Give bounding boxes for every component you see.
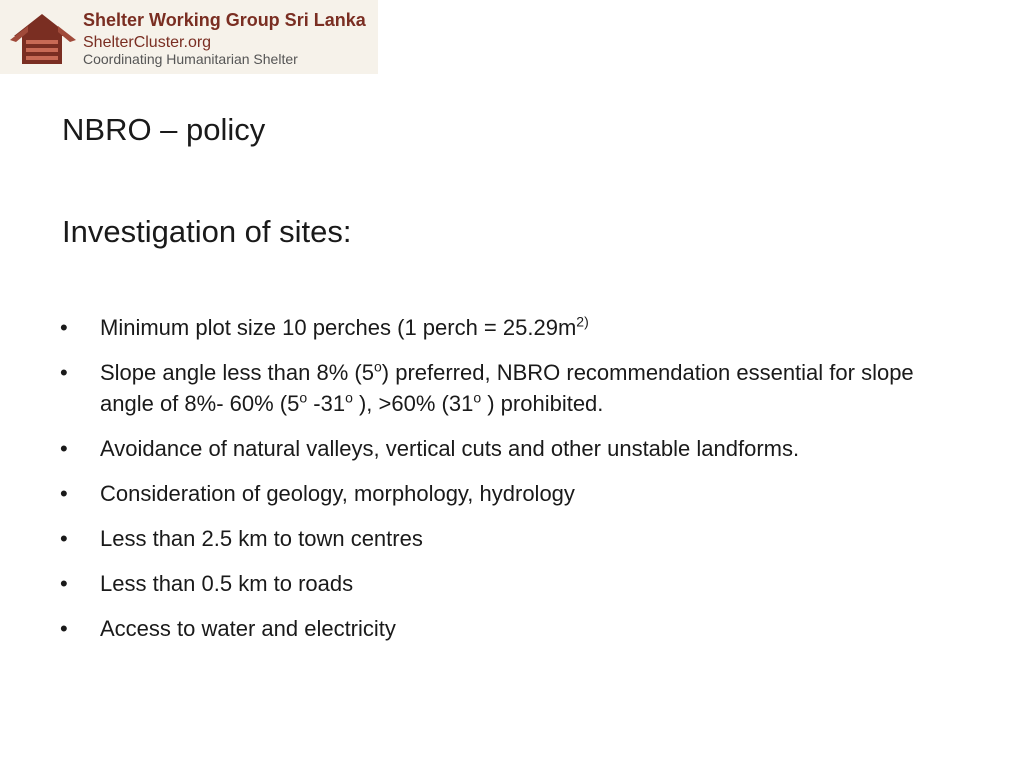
bullet-dot: •: [60, 526, 68, 551]
slide-subtitle: Investigation of sites:: [62, 214, 352, 249]
bullet-item: • Minimum plot size 10 perches (1 perch = $25.29m^{2)}$: [62, 312, 962, 343]
slide-title: NBRO – policy: [62, 112, 266, 147]
bullet-item: • Slope angle less than 8% (5$^o$) preferred, NBRO recommendation essential for slope angle of 8%- 60% (5$^o$ -31$^o$ ), >60% (31$^o$ ) prohibited.: [60, 358, 914, 416]
org-website: ShelterCluster.org: [83, 34, 212, 51]
bullet-item: • Avoidance of natural valleys, vertical cuts and other unstable landforms.: [62, 433, 962, 464]
bullet-item: • Access to water and electricity: [62, 613, 962, 644]
bullet-item: • Consideration of geology, morphology, hydrology: [62, 478, 962, 509]
bullet-dot: •: [60, 616, 68, 641]
header-banner: [0, 0, 378, 74]
org-tagline: Coordinating Humanitarian Shelter: [83, 51, 298, 67]
bullet-dot: •: [60, 360, 68, 385]
bullet-dot: •: [60, 315, 68, 340]
bullet-dot: •: [60, 481, 68, 506]
bullet-dot: •: [60, 436, 68, 461]
bullet-item: • Less than 0.5 km to roads: [62, 568, 962, 599]
bullet-dot: •: [60, 571, 68, 596]
house-hands-logo-icon: [8, 10, 78, 68]
org-name: Shelter Working Group Sri Lanka: [83, 10, 366, 30]
bullet-item: • Less than 2.5 km to town centres: [62, 523, 962, 554]
bullet-list: [62, 312, 962, 658]
